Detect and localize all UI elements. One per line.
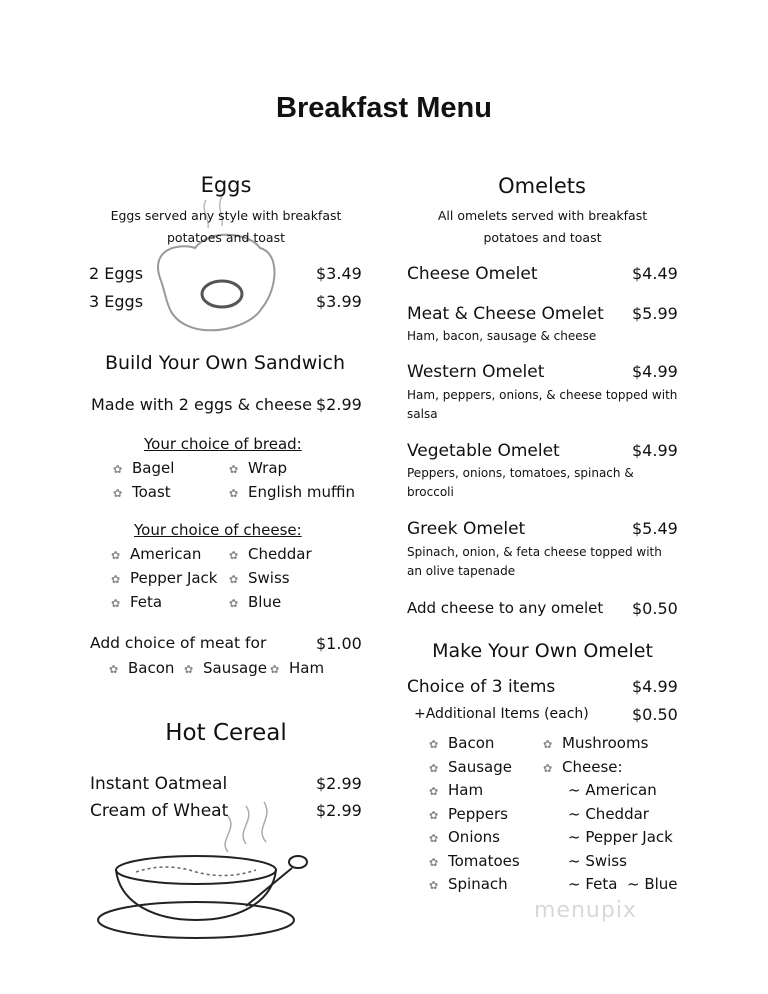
menu-item-price: $2.99 — [316, 801, 362, 820]
eggs-heading: Eggs — [200, 173, 252, 197]
option-item: ✿ Tomatoes — [429, 852, 520, 870]
add-cheese-label: Add cheese to any omelet — [407, 599, 604, 617]
menu-item-price: $4.99 — [632, 362, 678, 381]
cheese-subheading: Your choice of cheese: — [134, 521, 302, 539]
leaf-icon: ✿ — [229, 487, 239, 500]
leaf-icon: ✿ — [111, 573, 121, 586]
additional-price: $0.50 — [632, 705, 678, 724]
menu-item-name: Instant Oatmeal — [90, 774, 228, 794]
menu-item-name: Made with 2 eggs & cheese — [91, 395, 312, 414]
menu-item-description: Ham, bacon, sausage & cheese — [407, 329, 597, 343]
leaf-icon: ✿ — [109, 663, 119, 676]
eggs-description: potatoes and toast — [167, 230, 285, 245]
add-meat-label: Add choice of meat for — [90, 634, 267, 652]
menu-item-name: Vegetable Omelet — [407, 441, 560, 461]
option-item: ✿ Wrap — [229, 459, 288, 477]
menu-item-price: $3.99 — [316, 292, 362, 311]
option-item: ✿ Toast — [113, 483, 171, 501]
leaf-icon: ✿ — [270, 663, 280, 676]
watermark: menupix — [534, 898, 637, 923]
leaf-icon: ✿ — [543, 762, 553, 775]
leaf-icon: ✿ — [429, 738, 439, 751]
option-item: ✿ Feta — [111, 593, 163, 611]
option-item: ✿ American — [111, 545, 202, 563]
omelets-description: potatoes and toast — [483, 230, 602, 245]
leaf-icon: ✿ — [429, 832, 439, 845]
option-item: ✿ Spinach — [429, 875, 508, 893]
menu-item-price: $4.49 — [632, 264, 678, 283]
option-item: ✿ English muffin — [229, 483, 356, 501]
menu-item-name: 3 Eggs — [89, 292, 144, 311]
cereal-bowl-illustration — [96, 796, 308, 944]
leaf-icon: ✿ — [111, 549, 121, 562]
leaf-icon: ✿ — [429, 762, 439, 775]
leaf-icon: ✿ — [429, 856, 439, 869]
menu-item-description: salsa — [407, 407, 438, 421]
option-item: ✿ Swiss — [229, 569, 290, 587]
option-item: ✿ Sausage — [184, 659, 267, 677]
option-item: ✿ Mushrooms — [543, 734, 649, 752]
leaf-icon: ✿ — [429, 809, 439, 822]
option-item: ✿ Cheese: — [543, 758, 623, 776]
menu-item-name: Meat & Cheese Omelet — [407, 304, 604, 324]
leaf-icon: ✿ — [111, 597, 121, 610]
menu-item-price: $3.49 — [316, 264, 362, 283]
cheese-option: ~ Cheddar — [568, 805, 649, 823]
option-item: ✿ Bacon — [109, 659, 175, 677]
cheese-option: ~ Blue — [627, 875, 678, 893]
leaf-icon: ✿ — [113, 463, 123, 476]
menu-item-description: Peppers, onions, tomatoes, spinach & — [407, 466, 634, 480]
menu-item-description: Spinach, onion, & feta cheese topped with — [407, 545, 662, 559]
sandwich-heading: Build Your Own Sandwich — [104, 352, 346, 374]
leaf-icon: ✿ — [429, 879, 439, 892]
option-item: ✿ Bacon — [429, 734, 495, 752]
option-item: ✿ Cheddar — [229, 545, 312, 563]
cereal-heading: Hot Cereal — [165, 720, 287, 746]
leaf-icon: ✿ — [229, 463, 239, 476]
leaf-icon: ✿ — [229, 573, 239, 586]
menu-item-price: $4.99 — [632, 441, 678, 460]
bread-subheading: Your choice of bread: — [144, 435, 302, 453]
menu-item-price: $5.99 — [632, 304, 678, 323]
page-title: Breakfast Menu — [276, 92, 492, 124]
option-item: ✿ Peppers — [429, 805, 508, 823]
menu-item-price: $2.99 — [316, 395, 362, 414]
option-item: ✿ Ham — [429, 781, 484, 799]
leaf-icon: ✿ — [543, 738, 553, 751]
choice-price: $4.99 — [632, 677, 678, 696]
cheese-option: ~ Feta — [568, 875, 618, 893]
leaf-icon: ✿ — [229, 597, 239, 610]
option-item: ✿ Blue — [229, 593, 282, 611]
make-own-heading: Make Your Own Omelet — [432, 640, 653, 662]
cheese-option: ~ American — [568, 781, 657, 799]
additional-label: +Additional Items (each) — [414, 706, 589, 722]
leaf-icon: ✿ — [113, 487, 123, 500]
choice-label: Choice of 3 items — [407, 677, 556, 697]
option-item: ✿ Bagel — [113, 459, 175, 477]
cheese-option: ~ Swiss — [568, 852, 627, 870]
option-item: ✿ Sausage — [429, 758, 512, 776]
leaf-icon: ✿ — [429, 785, 439, 798]
add-cheese-price: $0.50 — [632, 599, 678, 618]
cheese-option: ~ Pepper Jack — [568, 828, 673, 846]
option-item: ✿ Ham — [270, 659, 325, 677]
option-item: ✿ Pepper Jack — [111, 569, 218, 587]
leaf-icon: ✿ — [229, 549, 239, 562]
omelets-description: All omelets served with breakfast — [437, 208, 648, 223]
eggs-description: Eggs served any style with breakfast — [110, 208, 342, 223]
menu-item-description: an olive tapenade — [407, 564, 516, 578]
menu-item-name: Greek Omelet — [407, 519, 526, 539]
leaf-icon: ✿ — [184, 663, 194, 676]
menu-item-name: Cheese Omelet — [407, 264, 538, 284]
menu-item-name: Cream of Wheat — [90, 801, 229, 821]
omelets-heading: Omelets — [498, 174, 586, 198]
menu-item-description: Ham, peppers, onions, & cheese topped with — [407, 388, 678, 402]
menu-item-price: $5.49 — [632, 519, 678, 538]
menu-item-name: 2 Eggs — [89, 264, 144, 283]
menu-item-description: broccoli — [407, 485, 454, 499]
menu-item-name: Western Omelet — [407, 362, 545, 382]
add-meat-price: $1.00 — [316, 634, 362, 653]
menu-item-price: $2.99 — [316, 774, 362, 793]
option-item: ✿ Onions — [429, 828, 500, 846]
